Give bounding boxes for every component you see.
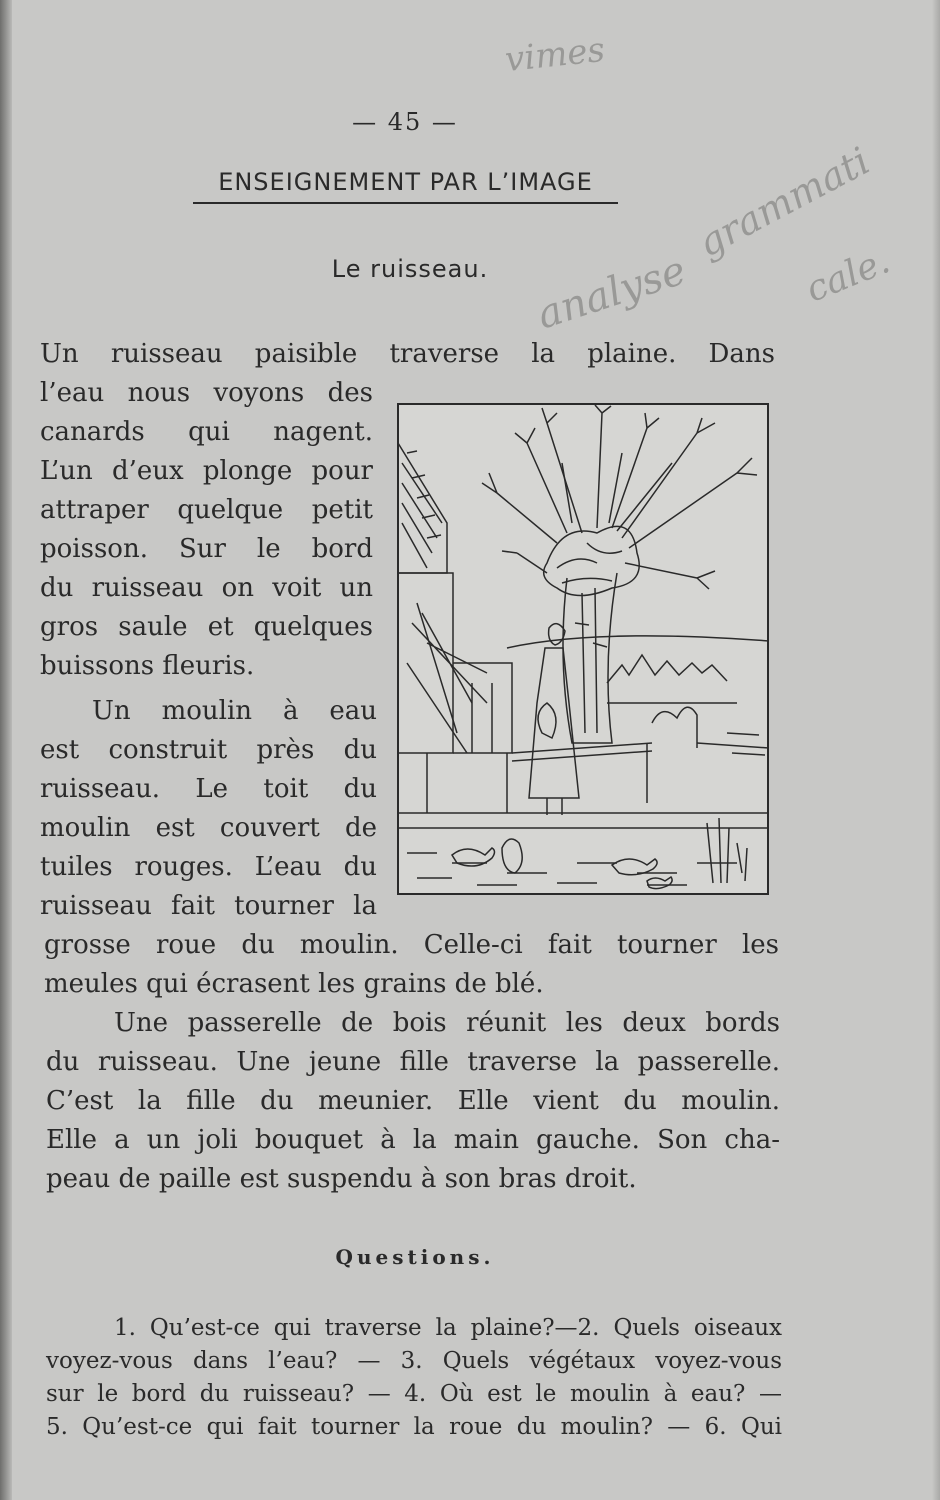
text-line: Un ruisseau paisible traverse la plaine. Dans: [40, 339, 775, 369]
text-line: Elle a un joli bouquet à la main gauche. Son cha-: [46, 1125, 780, 1155]
paragraph-1: [40, 374, 373, 686]
text-line: ruisseau. Le toit du: [40, 774, 377, 804]
page-binding-edge: [0, 0, 12, 1500]
text-line: meules qui écrasent les grains de blé.: [44, 969, 544, 999]
paragraph-3: [46, 1004, 780, 1199]
text-line: canards qui nagent.: [40, 417, 373, 447]
page-number: — 45 —: [352, 108, 458, 136]
text-line: Une passerelle de bois réunit les deux bords: [114, 1008, 780, 1038]
text-line: du ruisseau. Une jeune fille traverse la passerelle.: [46, 1047, 780, 1077]
text-line: poisson. Sur le bord: [40, 534, 373, 564]
text-line: peau de paille est suspendu à son bras droit.: [46, 1164, 637, 1194]
text-line: grosse roue du moulin. Celle-ci fait tourner les: [44, 930, 779, 960]
handwritten-note-analyse: analyse: [531, 247, 692, 339]
handwritten-note-cale: cale.: [800, 240, 896, 311]
handwritten-note-grammati: grammati: [690, 138, 877, 266]
text-line: gros saule et quelques: [40, 612, 373, 642]
text-line: l’eau nous voyons des: [40, 378, 373, 408]
text-line: C’est la fille du meunier. Elle vient du moulin.: [46, 1086, 780, 1116]
text-line: buissons fleuris.: [40, 651, 255, 681]
questions-title: Questions.: [335, 1245, 495, 1269]
text-line: est construit près du: [40, 735, 377, 765]
question-line: 5. Qu’est-ce qui fait tourner la roue du moulin? — 6. Qui: [46, 1414, 782, 1440]
text-line: tuiles rouges. L’eau du: [40, 852, 377, 882]
paragraph-1-first-line: [40, 335, 775, 374]
text-line: L’un d’eux plonge pour: [40, 456, 373, 486]
section-title: ENSEIGNEMENT PAR L’IMAGE: [193, 168, 618, 204]
illustration-stream-scene: [397, 403, 769, 895]
text-line: Un moulin à eau: [92, 696, 377, 726]
text-line: du ruisseau on voit un: [40, 573, 373, 603]
paragraph-2-continued: [44, 926, 779, 1004]
page-right-edge: [932, 0, 940, 1500]
questions-list: [46, 1312, 782, 1444]
question-line: voyez-vous dans l’eau? — 3. Quels végétaux voyez-vous: [46, 1348, 782, 1374]
text-line: attraper quelque petit: [40, 495, 373, 525]
paragraph-2: [40, 692, 377, 926]
question-line: sur le bord du ruisseau? — 4. Où est le moulin à eau? —: [46, 1381, 782, 1407]
text-line: ruisseau fait tourner la: [40, 891, 377, 921]
question-line: 1. Qu’est-ce qui traverse la plaine?—2. Quels oiseaux: [114, 1315, 782, 1341]
lesson-title: Le ruisseau.: [331, 255, 489, 283]
handwritten-note-top: vimes: [503, 29, 607, 81]
text-line: moulin est couvert de: [40, 813, 377, 843]
